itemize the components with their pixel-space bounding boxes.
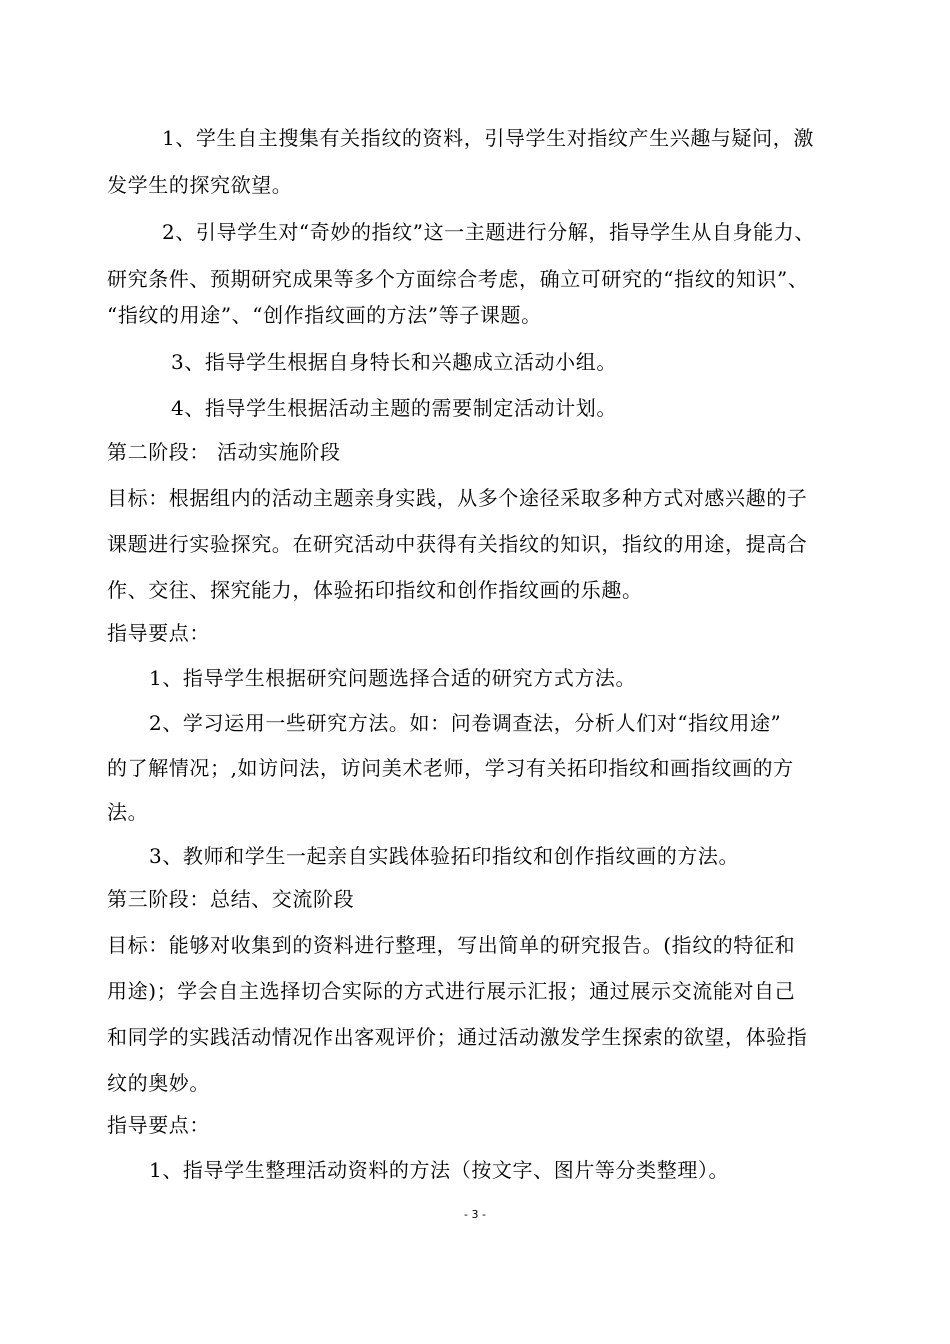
text-line: 纹的奥妙。 (107, 1071, 210, 1095)
text-line: “指纹的用途”、“创作指纹画的方法”等子课题。 (107, 303, 542, 327)
text-line: 发学生的探究欲望。 (107, 173, 293, 197)
subheading: 指导要点： (107, 1113, 210, 1137)
text-line: 1、指导学生整理活动资料的方法（按文字、图片等分类整理）。 (149, 1158, 730, 1182)
text-line: 2、学习运用一些研究方法。如：问卷调查法，分析人们对“指纹用途” (149, 711, 782, 735)
text-line: 研究条件、预期研究成果等多个方面综合考虑，确立可研究的“指纹的知识”、 (107, 267, 809, 291)
page-number: - 3 - (464, 1208, 486, 1221)
text-line: 法。 (107, 800, 149, 824)
text-line: 1、学生自主搜集有关指纹的资料，引导学生对指纹产生兴趣与疑问，激 (162, 126, 814, 150)
text-line: 2、引导学生对“奇妙的指纹”这一主题进行分解，指导学生从自身能力、 (162, 220, 815, 244)
section-heading: 第二阶段： 活动实施阶段 (107, 440, 341, 464)
text-line: 4、指导学生根据活动主题的需要制定活动计划。 (171, 396, 617, 420)
text-line: 目标：根据组内的活动主题亲身实践，从多个途径采取多种方式对感兴趣的子 (107, 486, 808, 510)
text-line: 的了解情况；,如访问法，访问美术老师，学习有关拓印指纹和画指纹画的方 (107, 756, 794, 780)
text-line: 3、指导学生根据自身特长和兴趣成立活动小组。 (171, 350, 617, 374)
text-line: 3、教师和学生一起亲自实践体验拓印指纹和创作指纹画的方法。 (149, 844, 740, 868)
text-line: 作、交往、探究能力，体验拓印指纹和创作指纹画的乐趣。 (107, 578, 643, 602)
section-heading: 第三阶段：总结、交流阶段 (107, 887, 355, 911)
subheading: 指导要点： (107, 621, 210, 645)
text-line: 用途)；学会自主选择切合实际的方式进行展示汇报；通过展示交流能对自己 (107, 979, 796, 1003)
text-line: 和同学的实践活动情况作出客观评价；通过活动激发学生探索的欲望，体验指 (107, 1025, 808, 1049)
text-line: 目标：能够对收集到的资料进行整理，写出简单的研究报告。(指纹的特征和 (107, 933, 796, 957)
text-line: 课题进行实验探究。在研究活动中获得有关指纹的知识，指纹的用途，提高合 (107, 532, 808, 556)
text-line: 1、指导学生根据研究问题选择合适的研究方式方法。 (149, 666, 637, 690)
